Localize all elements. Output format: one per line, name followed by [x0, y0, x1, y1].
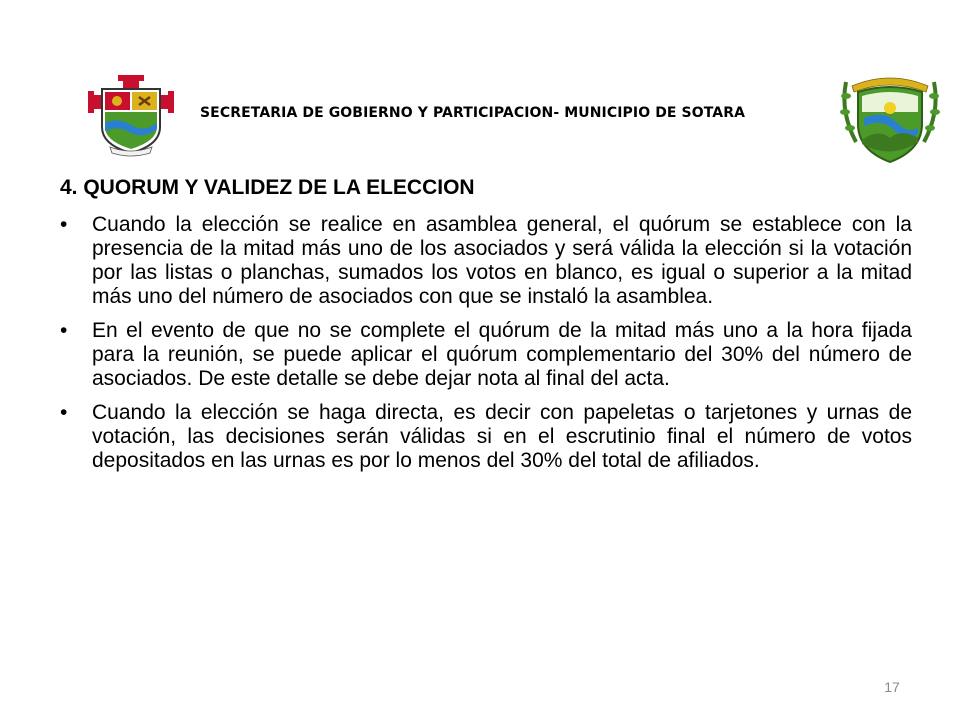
- bullet-item: [60, 401, 912, 473]
- bullet-marker: •: [60, 213, 68, 236]
- header-title: SECRETARIA DE GOBIERNO Y PARTICIPACION- MUNICIPIO DE SOTARA: [200, 105, 746, 121]
- page-number: 17: [884, 679, 900, 695]
- bullet-text: Cuando la elección se realice en asamblea general, el quórum se establece con la presencia de la mitad más uno de los asociados y será válida la elección si la votación por las listas o planchas, sumados los votos en blanco, es igual o superior a la mitad más uno del número de asociados con que se instaló la asamblea.: [92, 213, 912, 308]
- bullet-item: [60, 213, 912, 309]
- bullet-marker: •: [60, 319, 68, 342]
- section-title: 4. QUORUM Y VALIDEZ DE LA ELECCION: [60, 176, 475, 199]
- bullet-text: En el evento de que no se complete el quórum de la mitad más uno a la hora fijada para la reunión, se puede aplicar el quórum complementario del 30% del número de asociados. De este detalle se debe dejar nota al final del acta.: [92, 319, 912, 390]
- bullet-marker: •: [60, 401, 68, 424]
- municipal-shield-icon: [838, 72, 942, 164]
- coat-of-arms-icon: [88, 75, 174, 157]
- bullet-text: Cuando la elección se haga directa, es decir con papeletas o tarjetones y urnas de votación, las decisiones serán válidas si en el escrutinio final el número de votos depositados en las urnas es por lo menos del 30% del total de afiliados.: [92, 401, 912, 472]
- bullet-list: [60, 213, 912, 483]
- slide-header: [0, 0, 960, 170]
- bullet-item: [60, 319, 912, 391]
